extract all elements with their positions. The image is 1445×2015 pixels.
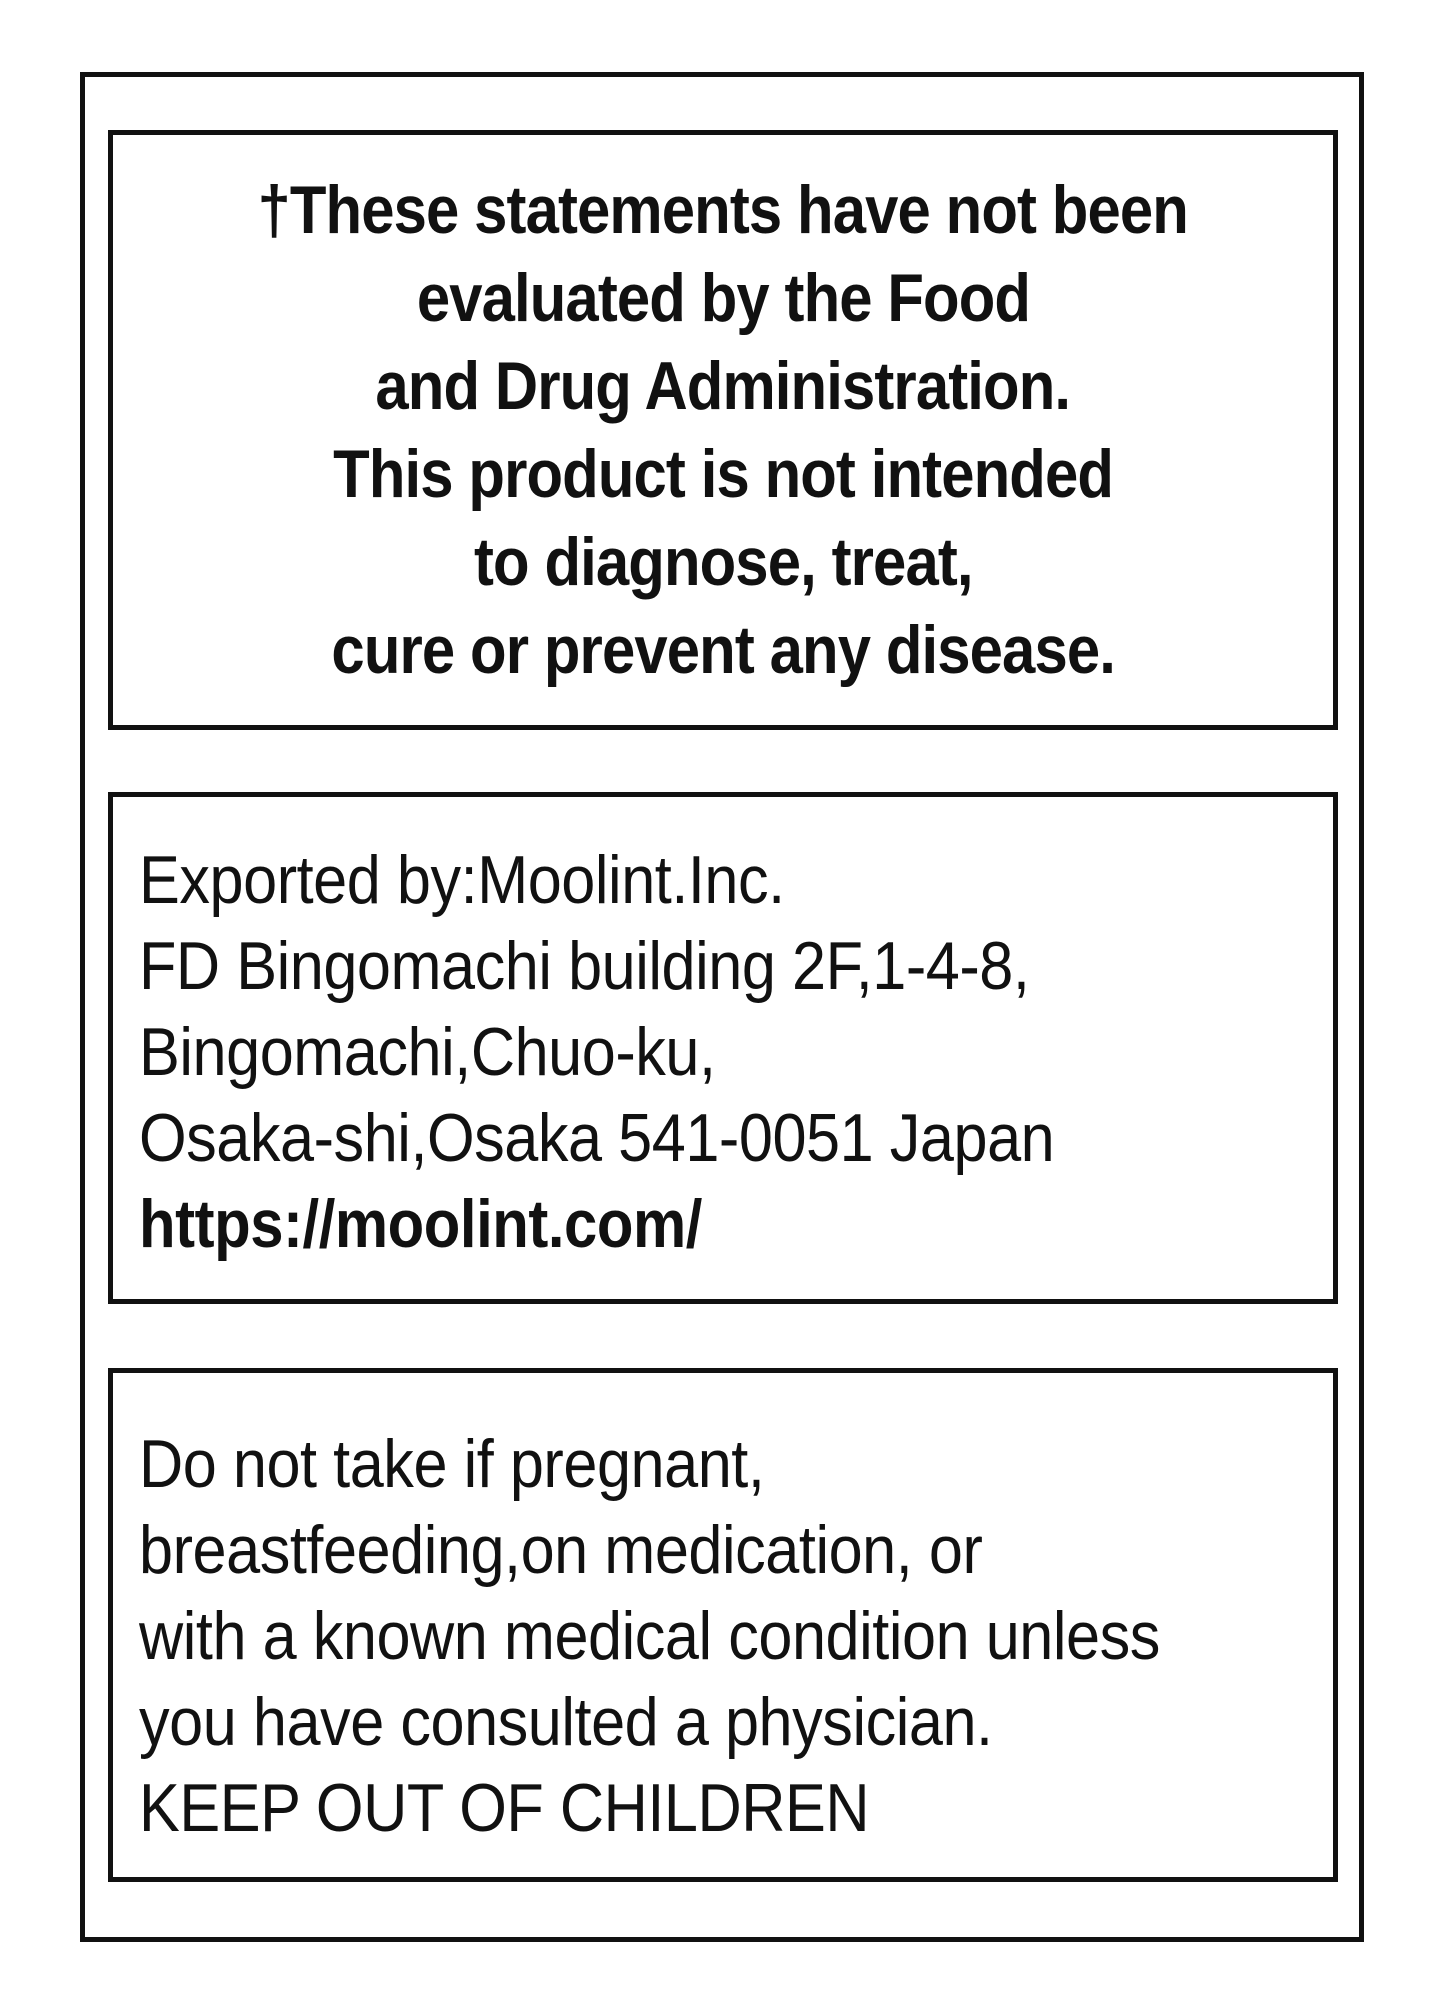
- warning-box: [108, 1368, 1338, 1882]
- fda-disclaimer-line: †These statements have not been: [257, 172, 1189, 248]
- fda-disclaimer-box: [108, 130, 1338, 730]
- exporter-address-line: Bingomachi,Chuo-ku,: [139, 1014, 716, 1090]
- fda-disclaimer-line: This product is not intended: [333, 436, 1113, 512]
- warning-line: with a known medical condition unless: [139, 1598, 1160, 1674]
- warning-line: you have consulted a physician.: [139, 1684, 993, 1760]
- exporter-address-line: FD Bingomachi building 2F,1-4-8,: [139, 928, 1030, 1004]
- exporter-website-url: https://moolint.com/: [139, 1186, 702, 1262]
- exporter-name: Exported by:Moolint.Inc.: [139, 842, 785, 918]
- warning-line: breastfeeding,on medication, or: [139, 1512, 983, 1588]
- exporter-info-box: [108, 792, 1338, 1304]
- fda-disclaimer-line: to diagnose, treat,: [473, 524, 973, 600]
- warning-line: Do not take if pregnant,: [139, 1426, 765, 1502]
- fda-disclaimer-line: cure or prevent any disease.: [331, 612, 1115, 688]
- warning-line: KEEP OUT OF CHILDREN: [139, 1770, 870, 1846]
- fda-disclaimer-line: and Drug Administration.: [375, 348, 1071, 424]
- exporter-address-line: Osaka-shi,Osaka 541-0051 Japan: [139, 1100, 1055, 1176]
- fda-disclaimer-line: evaluated by the Food: [416, 260, 1030, 336]
